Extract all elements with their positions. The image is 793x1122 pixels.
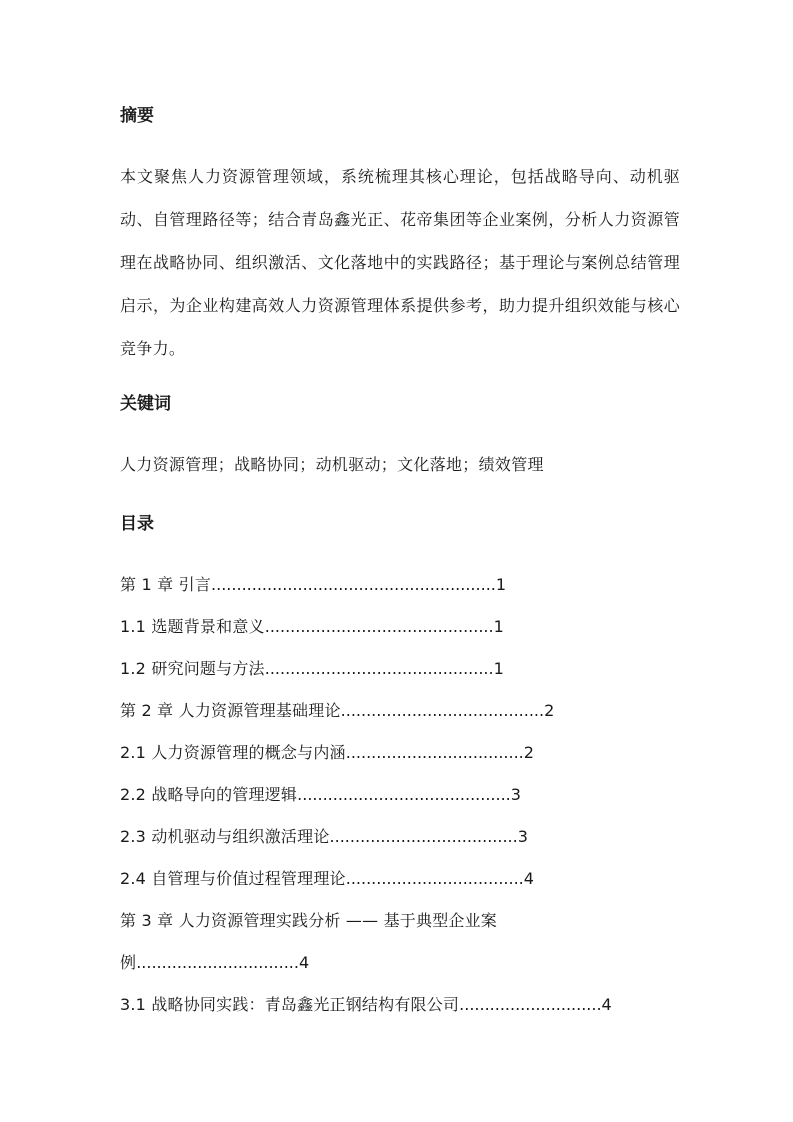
- toc-entry-page: 4: [523, 869, 535, 888]
- toc-entry-title: 2.1 人力资源管理的概念与内涵: [120, 743, 346, 762]
- toc-entry[interactable]: [120, 774, 680, 816]
- toc-entry-page: 1: [493, 659, 504, 678]
- toc-entry[interactable]: [120, 984, 680, 1026]
- toc-leader-dots: .....................................: [329, 827, 518, 846]
- abstract-heading: 摘要: [120, 106, 154, 126]
- toc-leader-dots: ............................: [459, 995, 602, 1014]
- toc-entry[interactable]: [120, 942, 680, 984]
- toc-leader-dots: .............................................: [264, 659, 494, 678]
- toc-entry[interactable]: [120, 816, 680, 858]
- toc-leader-dots: ................................: [136, 953, 299, 972]
- toc-entry-title: 第 3 章 人力资源管理实践分析 —— 基于典型企业案: [120, 911, 498, 930]
- toc-entry[interactable]: [120, 858, 680, 900]
- toc-entry-page: 4: [601, 995, 612, 1014]
- toc-entry-title: 1.2 研究问题与方法: [120, 659, 265, 678]
- toc-entry-page: 3: [510, 785, 522, 804]
- table-of-contents: [120, 564, 680, 1026]
- toc-leader-dots: ...................................: [345, 869, 524, 888]
- toc-entry[interactable]: [120, 690, 680, 732]
- toc-entry-page: 1: [493, 617, 504, 636]
- toc-leader-dots: .............................................: [264, 617, 494, 636]
- toc-entry[interactable]: [120, 606, 680, 648]
- toc-entry-title: 例: [120, 953, 137, 972]
- toc-entry-title: 3.1 战略协同实践：青岛鑫光正钢结构有限公司: [120, 995, 460, 1014]
- toc-heading: 目录: [120, 514, 154, 534]
- toc-leader-dots: ..........................................: [297, 785, 511, 804]
- toc-leader-dots: ........................................: [340, 701, 545, 720]
- toc-entry-page: 4: [298, 953, 310, 972]
- toc-leader-dots: ........................................................: [211, 575, 496, 594]
- toc-entry-title: 2.2 战略导向的管理逻辑: [120, 785, 298, 804]
- toc-entry-title: 2.3 动机驱动与组织激活理论: [120, 827, 330, 846]
- toc-entry-page: 1: [495, 575, 507, 594]
- toc-entry[interactable]: [120, 564, 680, 606]
- toc-leader-dots: ...................................: [345, 743, 524, 762]
- toc-entry[interactable]: [120, 900, 680, 942]
- toc-entry-page: 2: [544, 701, 555, 720]
- toc-entry[interactable]: [120, 732, 680, 774]
- toc-entry[interactable]: [120, 648, 680, 690]
- toc-entry-title: 第 2 章 人力资源管理基础理论: [120, 701, 341, 720]
- abstract-body: 本文聚焦人力资源管理领域，系统梳理其核心理论，包括战略导向、动机驱动、自管理路径等；结合青岛鑫光正、花帝集团等企业案例，分析人力资源管理在战略协同、组织激活、文化落地中的实践路径；基于理论与案例总结管理启示，为企业构建高效人力资源管理体系提供参考，助力提升组织效能与核心竞争力。: [120, 167, 680, 358]
- toc-entry-title: 2.4 自管理与价值过程管理理论: [120, 869, 346, 888]
- toc-entry-title: 第 1 章 引言: [120, 575, 212, 594]
- toc-entry-page: 3: [517, 827, 529, 846]
- keywords-heading: 关键词: [120, 394, 171, 414]
- keywords-body: 人力资源管理；战略协同；动机驱动；文化落地；绩效管理: [120, 455, 544, 474]
- toc-entry-title: 1.1 选题背景和意义: [120, 617, 265, 636]
- toc-entry-page: 2: [523, 743, 535, 762]
